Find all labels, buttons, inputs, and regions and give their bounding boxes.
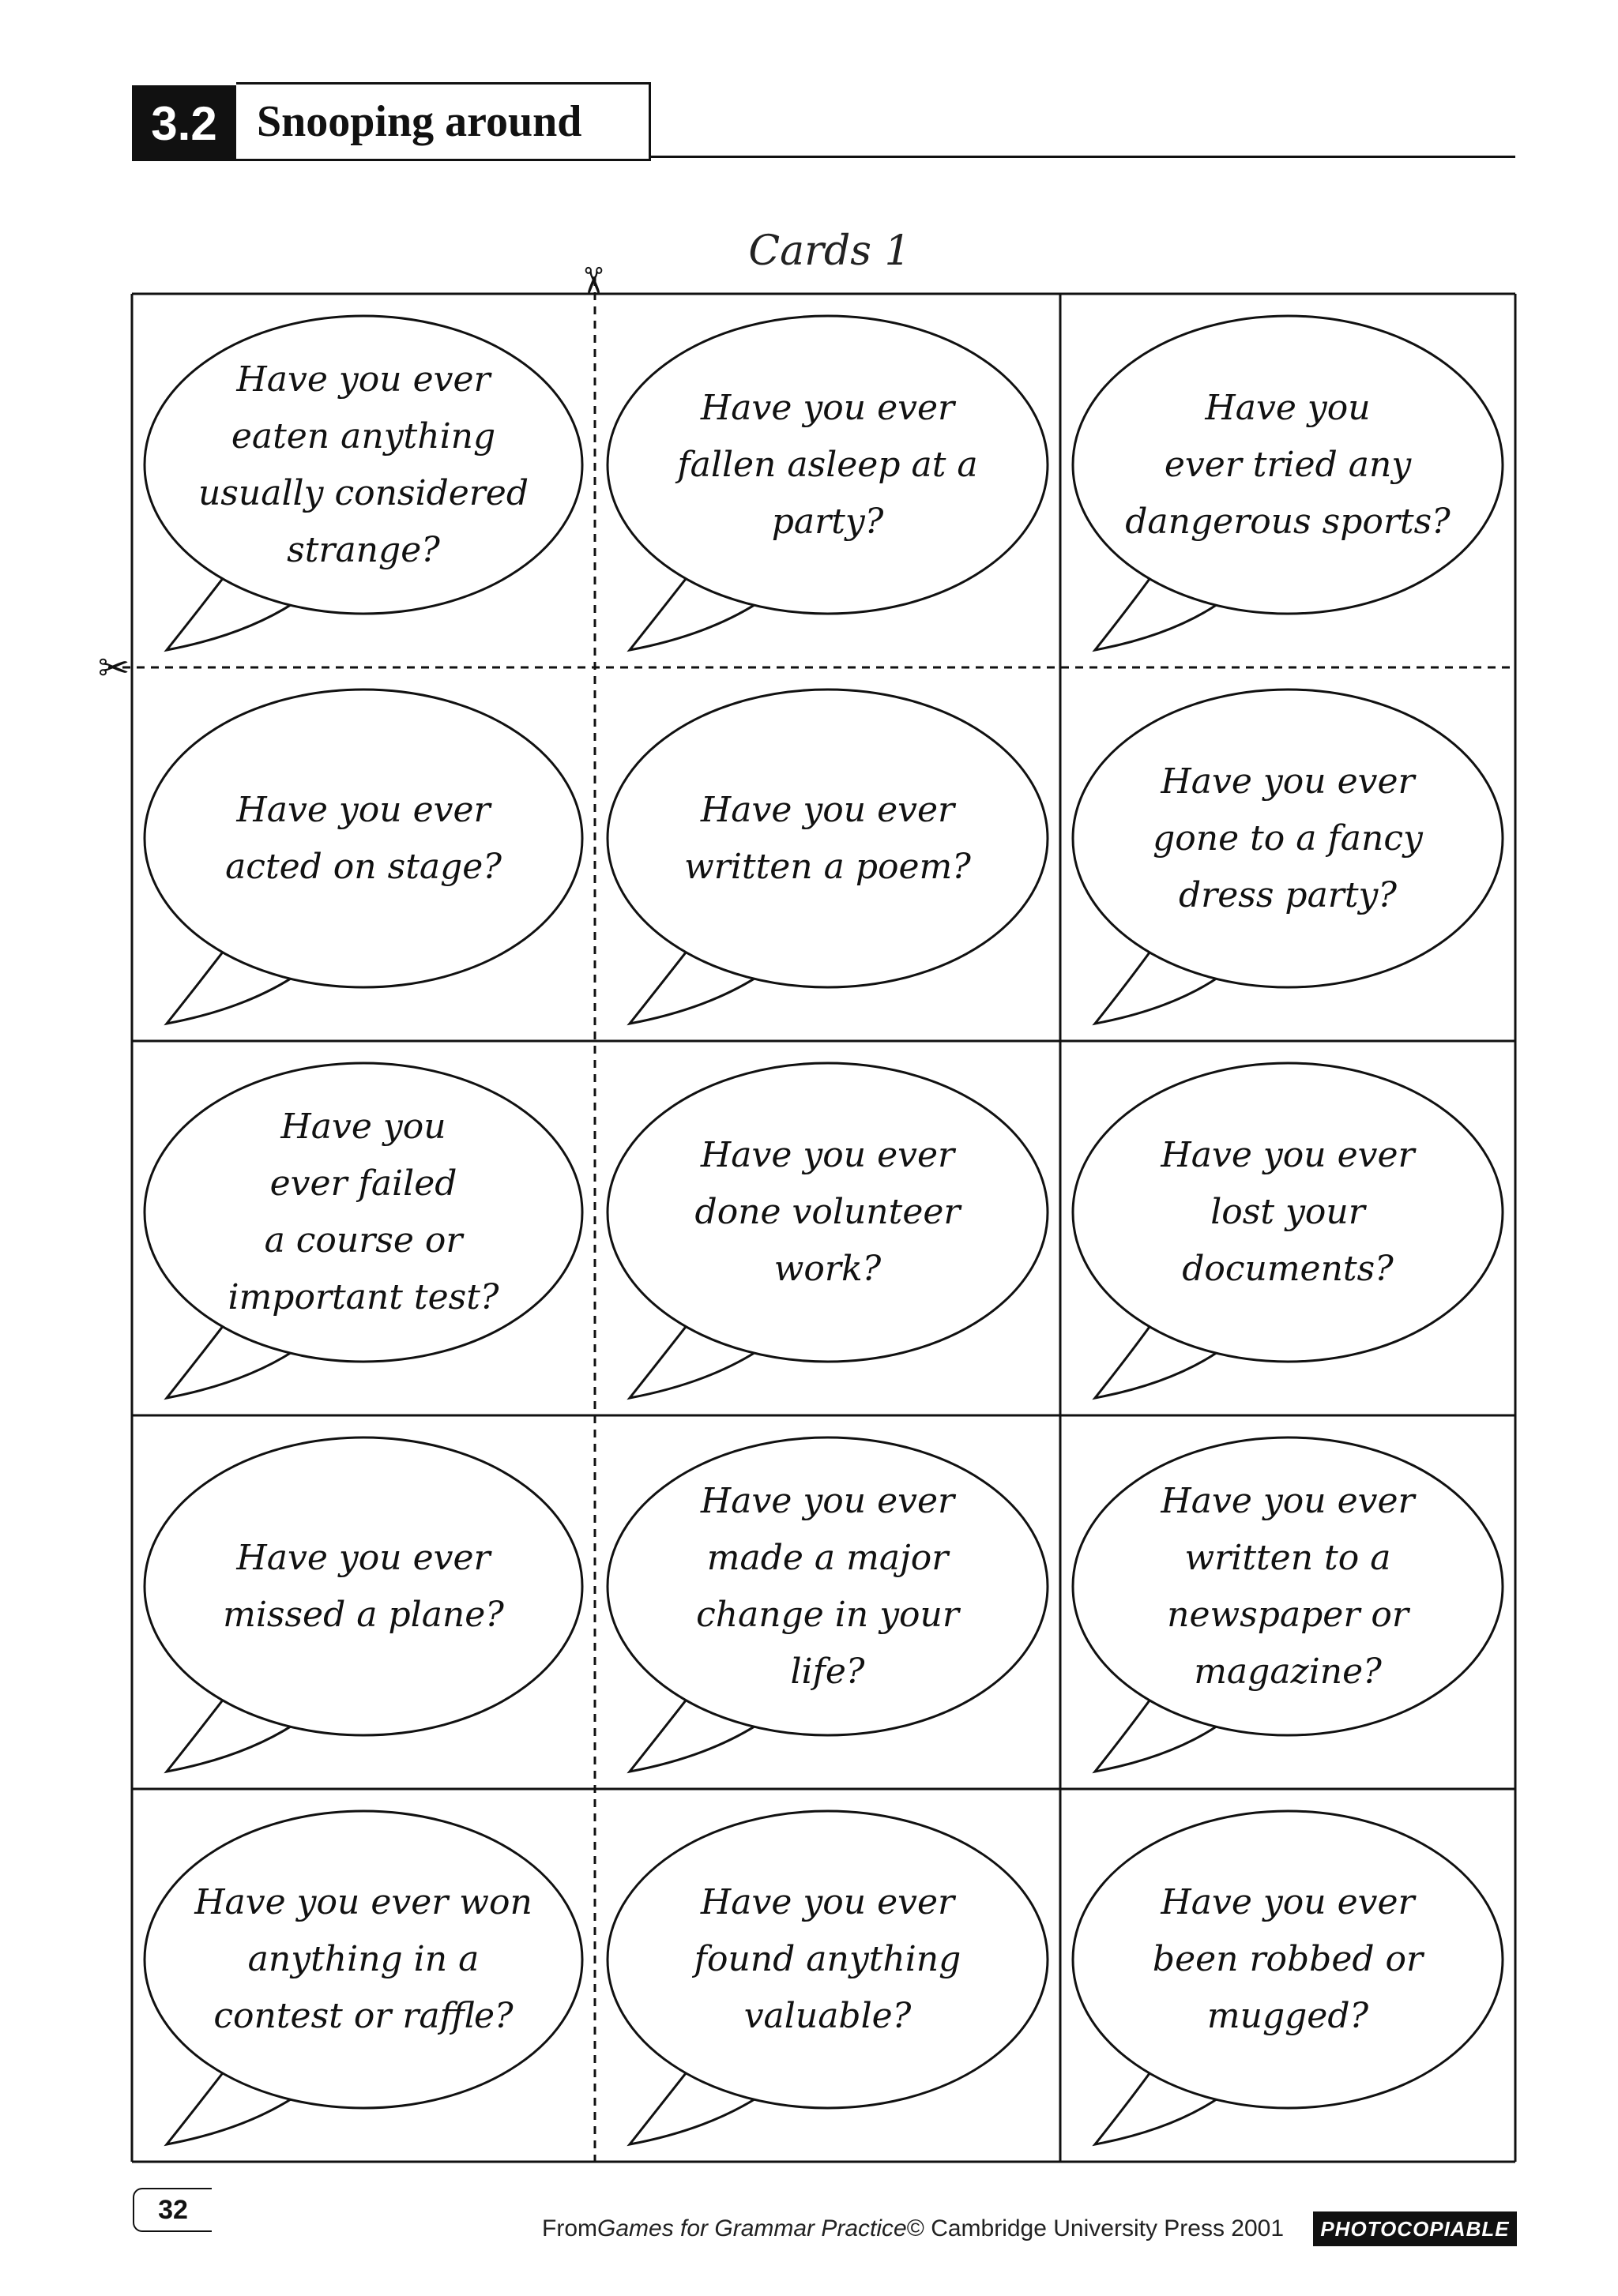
card-question: Have you ever failed a course or important test? [228,1107,499,1317]
credit-prefix: From [542,2215,597,2242]
card-question: Have you ever been robbed or mugged? [1152,1882,1424,2036]
card-question: Have you ever lost your documents? [1161,1135,1415,1289]
card-question: Have you ever gone to a fancy dress party? [1153,761,1423,915]
photocopiable-badge: PHOTOCOPIABLE [1313,2211,1517,2246]
card-question: Have you ever found anything valuable? [694,1882,961,2036]
page-title: Snooping around [236,82,651,161]
card-question: Have you ever won anything in a contest or raffle? [194,1882,532,2036]
card-question: Have you ever made a major change in your life? [696,1480,959,1692]
card-question: Have you ever acted on stage? [225,789,502,887]
scissors-icon: ✂ [98,646,130,690]
scissors-icon: ✂ [570,265,615,298]
footer-credit [542,2211,1284,2246]
card-question: Have you ever written to a newspaper or magazine? [1161,1480,1415,1692]
credit-suffix: © Cambridge University Press 2001 [906,2215,1285,2242]
card-question: Have you ever tried any dangerous sports? [1125,387,1451,542]
page-number: 32 [133,2188,212,2232]
book-title: Games for Grammar Practice [597,2215,907,2242]
card-question: Have you ever fallen asleep at a party? [677,387,978,542]
cards-caption: Cards 1 [748,227,911,275]
card-question: Have you ever missed a plane? [223,1537,504,1635]
card-question: Have you ever eaten anything usually considered strange? [198,359,529,570]
card-question: Have you ever written a poem? [684,789,971,887]
card-question: Have you ever done volunteer work? [694,1135,961,1289]
unit-number: 3.2 [132,85,236,161]
